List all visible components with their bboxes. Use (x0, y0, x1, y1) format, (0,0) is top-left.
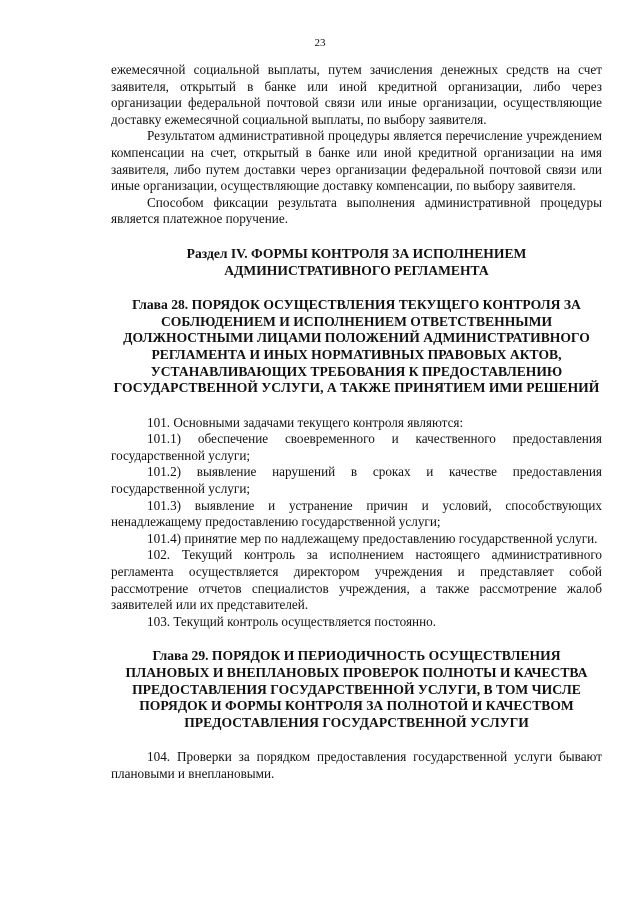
paragraph-103: 103. Текущий контроль осуществляется постоянно. (147, 613, 437, 629)
chapter-29-title: Глава 29. ПОРЯДОК И ПЕРИОДИЧНОСТЬ ОСУЩЕСТВЛЕНИЯ ПЛАНОВЫХ И ВНЕПЛАНОВЫХ ПРОВЕРОК ПОЛНОТЫ И КАЧЕСТВА ПРЕДОСТАВЛЕНИЯ ГОСУДАРСТВЕННОЙ УСЛУГИ, В ТОМ ЧИСЛЕ ПОРЯДОК И ФОРМЫ КОНТРОЛЯ ЗА ПОЛНОТОЙ И КАЧЕСТВОМ ПРЕДОСТАВЛЕНИЯ ГОСУДАРСТВЕННОЙ УСЛУГИ (125, 648, 588, 730)
paragraph-101: 101. Основными задачами текущего контроля являются: (147, 414, 464, 430)
paragraph-continuation: ежемесячной социальной выплаты, путем зачисления денежных средств на счет заявителя, открытый в банке или иной кредитной организации, либо через организации федеральной почтовой связи или иные организации, осуществляющие доставку ежемесячной социальной выплаты, по выбору заявителя. (111, 62, 602, 127)
paragraph-101-1: 101.1) обеспечение своевременного и качественного предоставления государственной услуги; (111, 431, 602, 463)
paragraph-result: Результатом административной процедуры является перечисление учреждением компенсации на счет, открытый в банке или иной кредитной организации на имя заявителя, либо путем доставки через организации федеральной почтовой связи или иные организации, осуществляющие доставку компенсации, по выбору заявителя. (111, 128, 602, 194)
paragraph-101-3: 101.3) выявление и устранение причин и условий, способствующих ненадлежащему предоставлению государственной услуги; (111, 497, 602, 530)
paragraph-104: 104. Проверки за порядком предоставления государственной услуги бывают плановыми и внеплановыми. (111, 749, 602, 781)
page-content (111, 62, 602, 783)
paragraph-fixation: Способом фиксации результата выполнения административной процедуры является платежное поручение. (111, 194, 602, 227)
chapter-28-title: Глава 28. ПОРЯДОК ОСУЩЕСТВЛЕНИЯ ТЕКУЩЕГО КОНТРОЛЯ ЗА СОБЛЮДЕНИЕМ И ИСПОЛНЕНИЕМ ОТВЕТСТВЕННЫМИ ДОЛЖНОСТНЫМИ ЛИЦАМИ ПОЛОЖЕНИЙ АДМИНИСТРАТИВНОГО РЕГЛАМЕНТА И ИНЫХ НОРМАТИВНЫХ ПРАВОВЫХ АКТОВ, УСТАНАВЛИВАЮЩИХ ТРЕБОВАНИЯ К ПРЕДОСТАВЛЕНИЮ ГОСУДАРСТВЕННОЙ УСЛУГИ, А ТАКЖЕ ПРИНЯТИЕМ ИМИ РЕШЕНИЙ (113, 297, 600, 396)
paragraph-102: 102. Текущий контроль за исполнением настоящего административного регламента осуществляется директором учреждения и представляет собой рассмотрение отчетов специалистов учреждения, а также рассмотрение жалоб заявителей или их представителей. (111, 547, 602, 613)
page-number: 23 (314, 37, 326, 49)
paragraph-101-2: 101.2) выявление нарушений в сроках и качестве предоставления государственной услуги; (111, 464, 602, 497)
section-title: Раздел IV. ФОРМЫ КОНТРОЛЯ ЗА ИСПОЛНЕНИЕМ АДМИНИСТРАТИВНОГО РЕГЛАМЕНТА (186, 245, 527, 278)
paragraph-101-4: 101.4) принятие мер по надлежащему предоставлению государственной услуги. (147, 530, 598, 546)
